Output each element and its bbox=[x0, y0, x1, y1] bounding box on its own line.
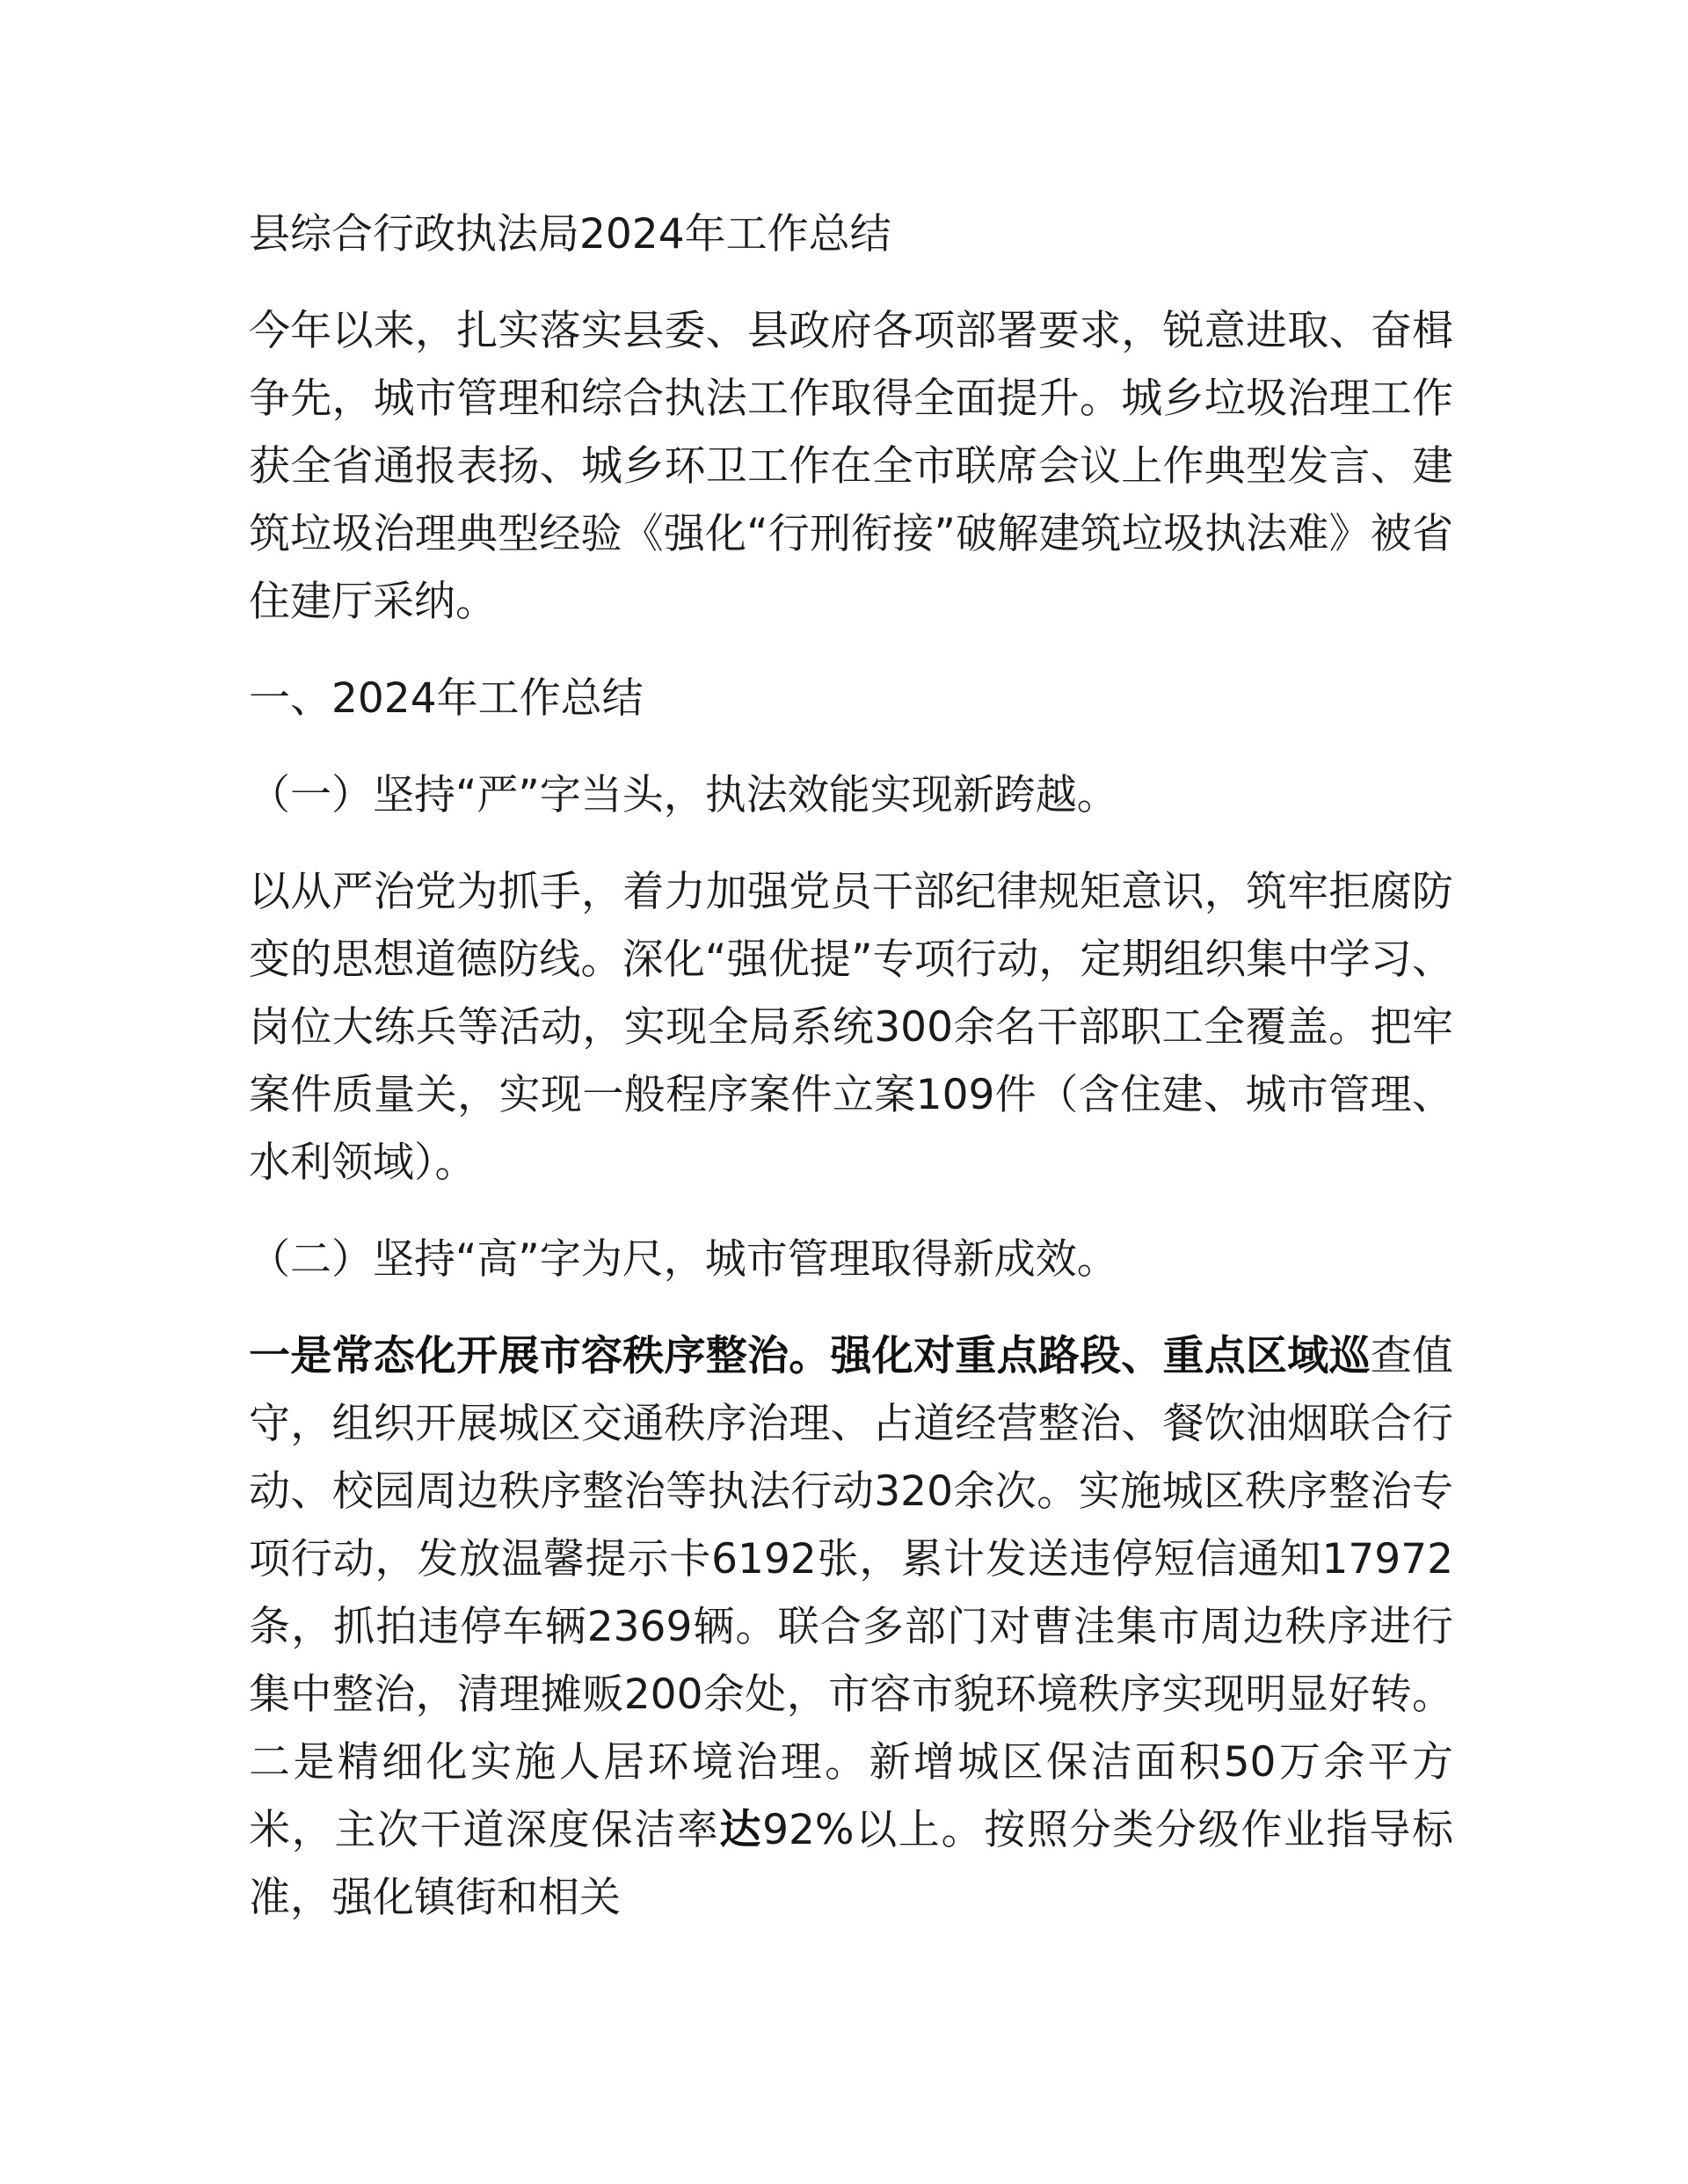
subsection-heading-2: （二）坚持“高”字为尺，城市管理取得新成效。 bbox=[249, 1235, 1118, 1284]
subsection-2-text-a: 查值守，组织开展城区交通秩序治理、占道经营整治、餐饮油烟联合行动、校园周边秩序整治等执法行动320余次。实施城区秩序整治专项行动，发放温馨提示卡6192张，累计发送违停短信通知17972条，抓拍违停车辆2369辆。联合多部门对曹洼集市周边秩序进行集中整治，清理摊贩200余处，市容市貌环境秩序实现明显好转。二是精细化实施人居环境治理。新增城区保洁面积50万余平方米，主次干道深度保洁率 bbox=[249, 1332, 1453, 1854]
section-heading: 一、2024年工作总结 bbox=[249, 674, 644, 723]
bold-lead-text: 一是常态化开展市容秩序整治。强化对重点路段、重点区域巡 bbox=[249, 1332, 1371, 1380]
subsection-2-text-b: 92%以上。按照分类分级作业指导标准，强化镇街和相关 bbox=[249, 1806, 1454, 1922]
subsection-2-paragraph bbox=[249, 1322, 1453, 1932]
document-title: 县综合行政执法局2024年工作总结 bbox=[249, 210, 891, 258]
subsection-1-paragraph: 以从严治党为抓手，着力加强党员干部纪律规矩意识，筑牢拒腐防变的思想道德防线。深化“强优提”专项行动，定期组织集中学习、岗位大练兵等活动，实现全局系统300余名干部职工全覆盖。把牢案件质量关，实现一般程序案件立案109件（含住建、城市管理、水利领域）。 bbox=[249, 868, 1453, 1187]
document-body bbox=[249, 200, 1453, 1961]
bold-inline-word: 达 bbox=[719, 1806, 763, 1854]
intro-paragraph: 今年以来，扎实落实县委、县政府各项部署要求，锐意进取、奋楫争先，城市管理和综合执法工作取得全面提升。城乡垃圾治理工作获全省通报表扬、城乡环卫工作在全市联席会议上作典型发言、建筑垃圾治理典型经验《强化“行刑衔接”破解建筑垃圾执法难》被省住建厅采纳。 bbox=[249, 307, 1453, 626]
subsection-heading-1: （一）坚持“严”字当头，执法效能实现新跨越。 bbox=[249, 771, 1118, 819]
